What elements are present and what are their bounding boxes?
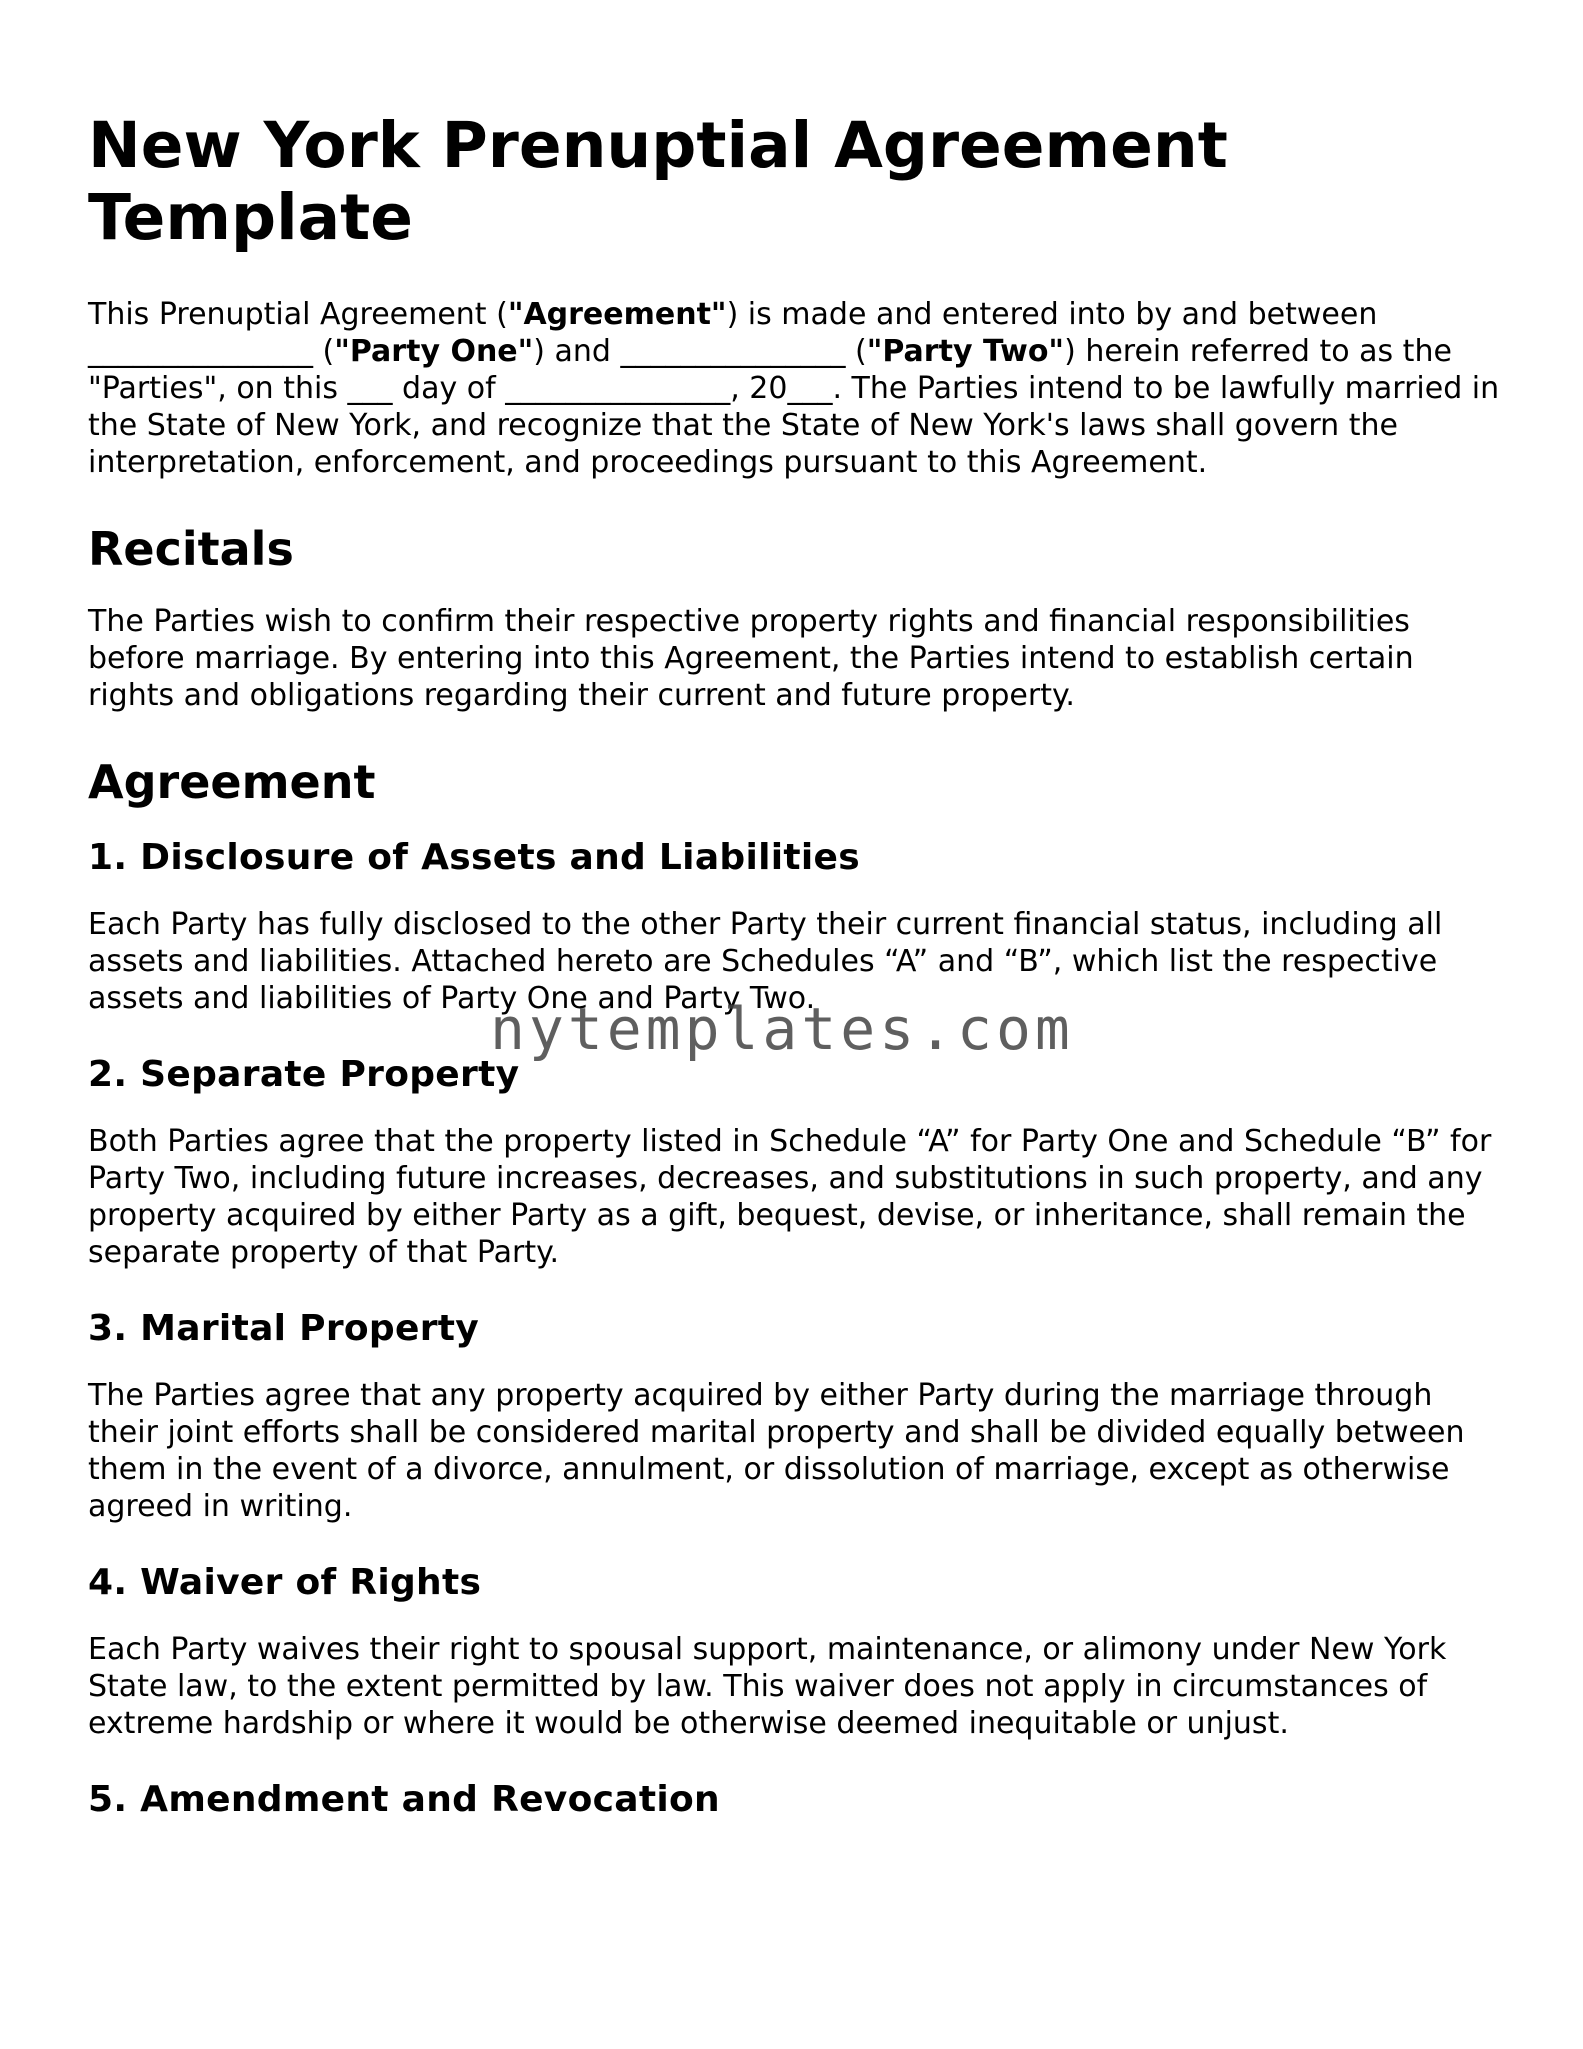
section-text-waiver: Each Party waives their right to spousal support, maintenance, or alimony under New York State law, to the extent permitted by law. This waiver does not apply in circumstances of extreme hardship or where it would be otherwise deemed inequitable or unjust. [88,1632,1447,1741]
agreement-heading: Agreement [88,755,376,809]
intro-paragraph [88,296,1508,481]
recitals-heading: Recitals [88,522,294,576]
intro-bold-party-two: "Party Two" [866,334,1065,369]
section-text-disclosure: Each Party has fully disclosed to the other Party their current financial status, including all assets and liabilities. Attached hereto are Schedules “A” and “B”, which list the respective assets and liabilities of Party One and Party Two. [88,907,1443,1016]
intro-text-2: ) is made and entered into by and between _______________ ( [88,297,1378,369]
section-heading-amendment: 5. Amendment and Revocation [88,1779,720,1820]
intro-bold-party-one: "Party One" [334,334,534,369]
section-heading-waiver: 4. Waiver of Rights [88,1562,482,1603]
section-heading-separate-property: 2. Separate Property [88,1054,520,1095]
intro-text-4: ) herein referred to as the "Parties", on this ___ day of _______________, 20___. The Parties intend to be lawfully married in the State of New York, and recognize that the State of New York's laws shall govern the interpretation, enforcement, and proceedings pursuant to this Agreement. [88,334,1500,480]
section-heading-marital-property: 3. Marital Property [88,1308,480,1349]
intro-bold-agreement: "Agreement" [507,297,727,332]
recitals-text: The Parties wish to confirm their respective property rights and financial responsibilities before marriage. By entering into this Agreement, the Parties intend to establish certain rights and obligations regarding their current and future property. [88,604,1414,713]
section-text-marital-property: The Parties agree that any property acquired by either Party during the marriage through their joint efforts shall be considered marital property and shall be divided equally between them in the event of a divorce, annulment, or dissolution of marriage, except as otherwise agreed in writing. [88,1378,1465,1524]
intro-text-1: This Prenuptial Agreement ( [88,297,508,332]
document-title: New York Prenuptial Agreement Template [88,109,1228,254]
section-heading-disclosure: 1. Disclosure of Assets and Liabilities [88,837,860,878]
watermark: nytemplates.com [490,995,1074,1063]
document-page [88,110,1508,1848]
section-text-separate-property: Both Parties agree that the property listed in Schedule “A” for Party One and Schedule “B” for Party Two, including future increases, decreases, and substitutions in such property, and any property acquired by either Party as a gift, bequest, devise, or inheritance, shall remain the separate property of that Party. [88,1124,1492,1270]
intro-text-3: ) and _______________ ( [533,334,867,369]
